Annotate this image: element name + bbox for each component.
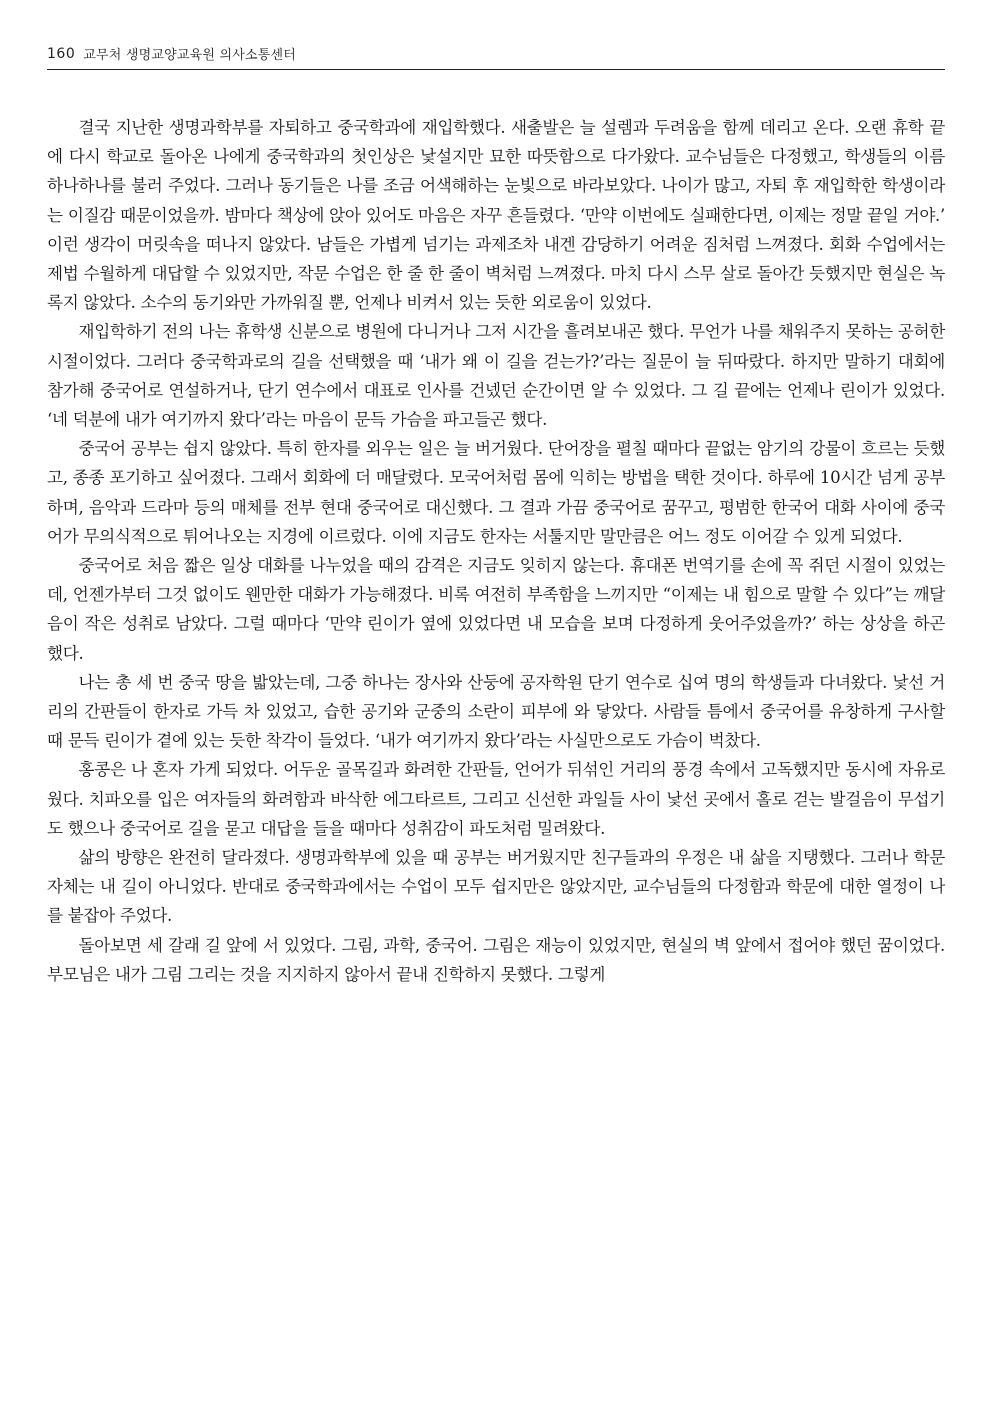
paragraph: 삶의 방향은 완전히 달라졌다. 생명과학부에 있을 때 공부는 버거웠지만 친구들과의 우정은 내 삶을 지탱했다. 그러나 학문 자체는 내 길이 아니었다. 반대로 중국학과에서는 수업이 모두 쉽지만은 않았지만, 교수님들의 다정함과 학문에 대한 열정이 나를 붙잡아 주었다. (47, 848, 945, 926)
paragraph: 홍콩은 나 혼자 가게 되었다. 어두운 골목길과 화려한 간판들, 언어가 뒤섞인 거리의 풍경 속에서 고독했지만 동시에 자유로웠다. 치파오를 입은 여자들의 화려함과 바삭한 에그타르트, 그리고 신선한 과일들 사이 낯선 곳에서 홀로 걷는 발걸음이 무섭기도 했으나 중국어로 길을 묻고 대답을 들을 때마다 성취감이 파도처럼 밀려왔다. (47, 760, 945, 838)
paragraph: 재입학하기 전의 나는 휴학생 신분으로 병원에 다니거나 그저 시간을 흘려보내곤 했다. 무언가 나를 채워주지 못하는 공허한 시절이었다. 그러다 중국학과로의 길을 선택했을 때 ‘내가 왜 이 길을 걷는가?’라는 질문이 늘 뒤따랐다. 하지만 말하기 대회에 참가해 중국어로 연설하거나, 단기 연수에서 대표로 인사를 건넸던 순간이면 알 수 있었다. 그 길 끝에는 언제나 린이가 있었다. ‘네 덕분에 내가 여기까지 왔다’라는 마음이 문득 가슴을 파고들곤 했다. (47, 322, 945, 430)
paragraph: 나는 총 세 번 중국 땅을 밟았는데, 그중 하나는 장사와 산둥에 공자학원 단기 연수로 십여 명의 학생들과 다녀왔다. 낯선 거리의 간판들이 한자로 가득 차 있었고, 습한 공기와 군중의 소란이 피부에 와 닿았다. 사람들 틈에서 중국어를 유창하게 구사할 때 문득 린이가 곁에 있는 듯한 착각이 들었다. ‘내가 여기까지 왔다’라는 사실만으로도 가슴이 벅찼다. (47, 672, 945, 751)
paragraph: 중국어 공부는 쉽지 않았다. 특히 한자를 외우는 일은 늘 버거웠다. 단어장을 펼칠 때마다 끝없는 암기의 강물이 흐르는 듯했고, 종종 포기하고 싶어졌다. 그래서 회화에 더 매달렸다. 모국어처럼 몸에 익히는 방법을 택한 것이다. 하루에 10시간 넘게 공부하며, 음악과 드라마 등의 매체를 전부 현대 중국어로 대신했다. 그 결과 가끔 중국어로 꿈꾸고, 평범한 한국어 대화 사이에 중국어가 무의식적으로 튀어나오는 지경에 이르렀다. 이에 지금도 한자는 서툴지만 말만큼은 어느 정도 이어갈 수 있게 되었다. (47, 439, 945, 546)
page-number: 160 (47, 45, 76, 62)
running-header (47, 40, 945, 70)
paragraph: 돌아보면 세 갈래 길 앞에 서 있었다. 그림, 과학, 중국어. 그림은 재능이 있었지만, 현실의 벽 앞에서 접어야 했던 꿈이었다. 부모님은 내가 그림 그리는 것을 지지하지 않아서 끝내 진학하지 못했다. 그렇게 (47, 935, 945, 984)
running-title: 교무처 생명교양교육원 의사소통센터 (83, 48, 297, 63)
paragraph: 중국어로 처음 짧은 일상 대화를 나누었을 때의 감격은 지금도 잊히지 않는다. 휴대폰 번역기를 손에 꼭 쥐던 시절이 있었는데, 언젠가부터 그것 없이도 웬만한 대화가 가능해졌다. 비록 여전히 부족함을 느끼지만 “이제는 내 힘으로 말할 수 있다”는 깨달음이 작은 성취로 남았다. 그럴 때마다 ‘만약 린이가 옆에 있었다면 내 모습을 보며 다정하게 웃어주었을까?’ 하는 상상을 하곤 했다. (47, 556, 945, 663)
body-text (47, 113, 945, 989)
paragraph: 결국 지난한 생명과학부를 자퇴하고 중국학과에 재입학했다. 새출발은 늘 설렘과 두려움을 함께 데리고 온다. 오랜 휴학 끝에 다시 학교로 돌아온 나에게 중국학과의 첫인상은 낯설지만 묘한 따뜻함으로 다가왔다. 교수님들은 다정했고, 학생들의 이름 하나하나를 불러 주었다. 그러나 동기들은 나를 조금 어색해하는 눈빛으로 바라보았다. 나이가 많고, 자퇴 후 재입학한 학생이라는 이질감 때문이었을까. 밤마다 책상에 앉아 있어도 마음은 자꾸 흔들렸다. ‘만약 이번에도 실패한다면, 이제는 정말 끝일 거야.’ 이런 생각이 머릿속을 떠나지 않았다. 남들은 가볍게 넘기는 과제조차 내겐 감당하기 어려운 짐처럼 느껴졌다. 회화 수업에서는 제법 수월하게 대답할 수 있었지만, 작문 수업은 한 줄 한 줄이 벽처럼 느껴졌다. 마치 다시 스무 살로 돌아간 듯했지만 현실은 녹록지 않았다. 소수의 동기와만 가까워질 뿐, 언제나 비켜서 있는 듯한 외로움이 있었다. (47, 118, 946, 313)
